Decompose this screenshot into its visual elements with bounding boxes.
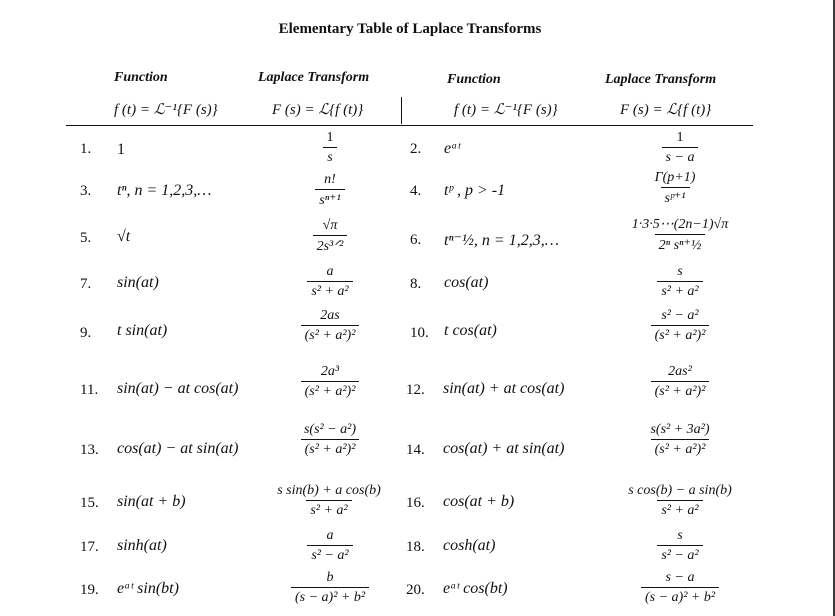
entry-number: 1.: [80, 141, 92, 157]
entry-number: 5.: [80, 230, 92, 246]
entry-transform: s s² − a²: [640, 528, 720, 564]
entry-transform: s s² + a²: [640, 264, 720, 300]
entry-function: eᵃᵗ sin(bt): [117, 580, 179, 597]
entry-transform: √π 2s³ᐟ²: [294, 218, 366, 255]
header-function-left: Function: [114, 70, 168, 85]
entry-function: eᵃᵗ cos(bt): [443, 580, 508, 597]
entry-function: sin(at): [117, 274, 159, 291]
inverse-laplace-definition-left: f (t) = ℒ⁻¹{F (s)}: [114, 102, 218, 118]
entry-function: √t: [117, 228, 131, 245]
laplace-definition-right: F (s) = ℒ{f (t)}: [620, 102, 712, 118]
entry-number: 13.: [80, 442, 99, 458]
entry-number: 4.: [410, 183, 422, 199]
entry-number: 20.: [406, 582, 425, 598]
entry-number: 16.: [406, 495, 425, 511]
entry-number: 6.: [410, 232, 422, 248]
entry-number: 19.: [80, 582, 99, 598]
entry-number: 11.: [80, 382, 99, 398]
entry-function: t sin(at): [117, 322, 168, 339]
entry-number: 7.: [80, 276, 92, 292]
entry-number: 17.: [80, 539, 99, 555]
entry-function: sinh(at): [117, 537, 167, 554]
entry-function: sin(at + b): [117, 493, 186, 510]
entry-function: 1: [117, 141, 125, 158]
entry-transform: 2a³ (s² + a²)²: [282, 364, 378, 400]
entry-transform: s sin(b) + a cos(b) s² + a²: [277, 483, 381, 518]
entry-function: cosh(at): [443, 537, 496, 554]
entry-number: 18.: [406, 539, 425, 555]
entry-transform: s(s² + 3a²) (s² + a²)²: [650, 422, 710, 457]
entry-function: eᵃᵗ: [444, 140, 461, 157]
header-function-right: Function: [447, 72, 501, 87]
header-divider: [401, 97, 402, 124]
entry-transform: Γ(p+1) sᵖ⁺¹: [654, 170, 696, 206]
entry-transform: s(s² − a²) (s² + a²)²: [278, 422, 382, 458]
entry-transform: 1·3·5⋯(2n−1)√π 2ⁿ sⁿ⁺½: [631, 217, 729, 253]
entry-function: tᵖ , p > -1: [444, 182, 506, 199]
entry-transform: a s² − a²: [290, 528, 370, 564]
header-rule: [66, 125, 753, 126]
entry-number: 15.: [80, 495, 99, 511]
entry-transform: 2as (s² + a²)²: [282, 308, 378, 344]
entry-transform: 1 s − a: [645, 130, 715, 166]
entry-number: 2.: [410, 141, 422, 157]
entry-number: 10.: [410, 325, 429, 341]
entry-transform: s − a (s − a)² + b²: [626, 570, 734, 606]
entry-number: 8.: [410, 276, 422, 292]
entry-transform: a s² + a²: [290, 264, 370, 300]
laplace-definition-left: F (s) = ℒ{f (t)}: [272, 102, 364, 118]
entry-transform: s cos(b) − a sin(b) s² + a²: [628, 483, 732, 518]
header-laplace-left: Laplace Transform: [258, 70, 370, 85]
entry-number: 12.: [406, 382, 425, 398]
entry-transform: s² − a² (s² + a²)²: [632, 308, 728, 344]
entry-function: tⁿ, n = 1,2,3,…: [117, 182, 212, 199]
entry-function: tⁿ⁻½, n = 1,2,3,…: [444, 232, 559, 249]
entry-number: 14.: [406, 442, 425, 458]
entry-function: t cos(at): [444, 322, 497, 339]
page-title: Elementary Table of Laplace Transforms: [278, 21, 542, 37]
header-laplace-right: Laplace Transform: [605, 72, 717, 87]
entry-function: cos(at + b): [443, 493, 515, 510]
entry-transform: 2as² (s² + a²)²: [632, 364, 728, 400]
entry-function: cos(at): [444, 274, 489, 291]
entry-number: 9.: [80, 325, 92, 341]
entry-function: cos(at) + at sin(at): [443, 440, 565, 457]
entry-transform: 1 s: [300, 130, 360, 166]
entry-function: sin(at) + at cos(at): [443, 380, 565, 397]
entry-number: 3.: [80, 183, 92, 199]
entry-transform: n! sⁿ⁺¹: [294, 172, 366, 209]
entry-function: cos(at) − at sin(at): [117, 440, 239, 457]
inverse-laplace-definition-right: f (t) = ℒ⁻¹{F (s)}: [454, 102, 558, 118]
entry-transform: b (s − a)² + b²: [276, 570, 384, 606]
entry-function: sin(at) − at cos(at): [117, 380, 239, 397]
